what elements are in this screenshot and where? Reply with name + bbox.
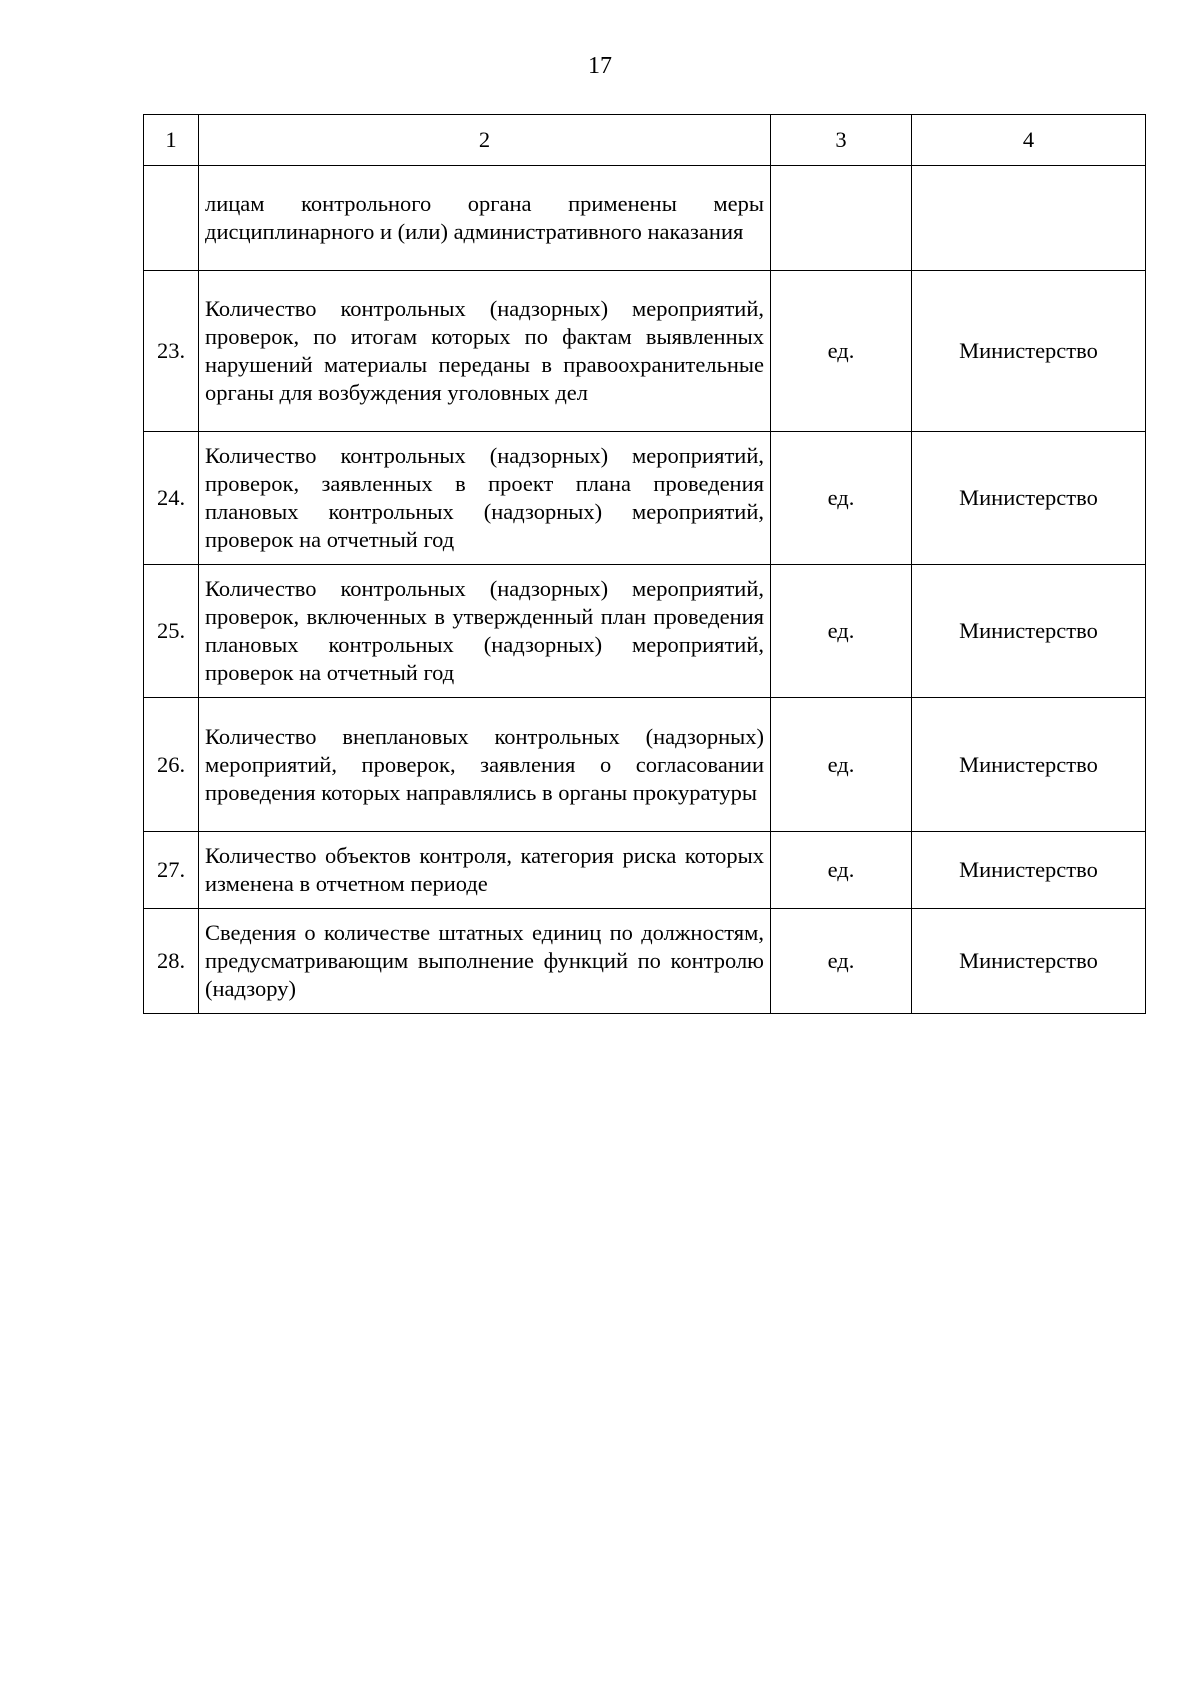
row-unit: [771, 166, 912, 271]
column-header-unit: 3: [771, 115, 912, 166]
row-organization: Министерство: [912, 565, 1146, 698]
table-row: [144, 166, 1146, 271]
row-unit: ед.: [771, 565, 912, 698]
row-unit: ед.: [771, 432, 912, 565]
row-organization: Министерство: [912, 909, 1146, 1014]
row-unit: ед.: [771, 832, 912, 909]
column-header-organization: 4: [912, 115, 1146, 166]
row-number: 24.: [144, 432, 199, 565]
table-row: [144, 271, 1146, 432]
row-number: 25.: [144, 565, 199, 698]
table-row: [144, 909, 1146, 1014]
row-number: [144, 166, 199, 271]
row-unit: ед.: [771, 271, 912, 432]
table-row: [144, 832, 1146, 909]
row-organization: Министерство: [912, 271, 1146, 432]
table-row: [144, 565, 1146, 698]
row-description: Количество контрольных (надзорных) мероприятий, проверок, включенных в утвержденный план проведения плановых контрольных (надзорных) мероприятий, проверок на отчетный год: [199, 565, 771, 698]
row-unit: ед.: [771, 909, 912, 1014]
row-description: Сведения о количестве штатных единиц по должностям, предусматривающим выполнение функций по контролю (надзору): [199, 909, 771, 1014]
row-description: Количество внеплановых контрольных (надзорных) мероприятий, проверок, заявления о согласовании проведения которых направлялись в органы прокуратуры: [199, 698, 771, 832]
column-header-description: 2: [199, 115, 771, 166]
column-header-number: 1: [144, 115, 199, 166]
row-unit: ед.: [771, 698, 912, 832]
row-description: Количество контрольных (надзорных) мероприятий, проверок, по итогам которых по фактам выявленных нарушений материалы переданы в правоохранительные органы для возбуждения уголовных дел: [199, 271, 771, 432]
row-description: лицам контрольного органа применены меры дисциплинарного и (или) административного наказания: [199, 166, 771, 271]
row-organization: [912, 166, 1146, 271]
table-header-row: [144, 115, 1146, 166]
row-number: 26.: [144, 698, 199, 832]
row-description: Количество объектов контроля, категория риска которых изменена в отчетном периоде: [199, 832, 771, 909]
row-organization: Министерство: [912, 432, 1146, 565]
row-organization: Министерство: [912, 698, 1146, 832]
table-row: [144, 698, 1146, 832]
row-number: 27.: [144, 832, 199, 909]
page-number: 17: [588, 53, 612, 79]
row-description: Количество контрольных (надзорных) мероприятий, проверок, заявленных в проект плана проведения плановых контрольных (надзорных) мероприятий, проверок на отчетный год: [199, 432, 771, 565]
indicators-table: [143, 114, 1146, 1014]
row-number: 28.: [144, 909, 199, 1014]
table-row: [144, 432, 1146, 565]
row-organization: Министерство: [912, 832, 1146, 909]
row-number: 23.: [144, 271, 199, 432]
